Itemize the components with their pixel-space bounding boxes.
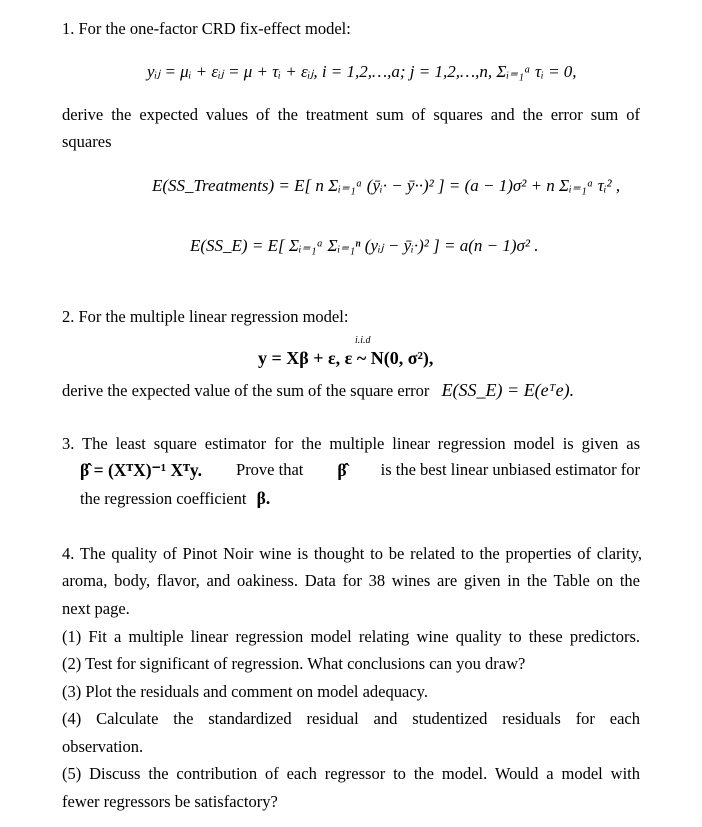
problem-1-heading [62, 19, 351, 39]
problem-3-line-2 [80, 460, 640, 480]
problem-3-text-1: The least square estimator for the multiple linear regression model is given as [82, 434, 641, 453]
error-ss-equation: E(SS_E) = E[ Σᵢ₌₁ᵃ Σᵢ₌₁ⁿ (yᵢⱼ − ȳᵢ·)² ] = a(n − 1)σ² . [190, 236, 539, 255]
problem-3-line-1 [62, 434, 640, 454]
problem-4-item-4-cont: observation. [62, 737, 144, 756]
beta-symbol: β. [256, 488, 271, 508]
problem-4-item-4: (4) Calculate the standardized residual and studentized residuals for each [62, 709, 640, 728]
iid-label: i.i.d [355, 335, 371, 346]
problem-1-task-line-2: squares [62, 132, 112, 151]
problem-4-line-3: next page. [62, 599, 130, 618]
problem-2-number: 2. [62, 307, 75, 326]
problem-1-intro: For the one-factor CRD fix-effect model: [78, 19, 351, 38]
problem-4-item-2: (2) Test for significant of regression. What conclusions can you draw? [62, 654, 526, 673]
problem-3-line-3 [80, 488, 270, 509]
problem-4-item-1: (1) Fit a multiple linear regression model relating wine quality to these predictors. [62, 627, 640, 646]
problem-3-prove-text: Prove that [236, 460, 304, 479]
problem-3-number: 3. [62, 434, 75, 453]
problem-4-line-1 [62, 544, 642, 564]
treatment-ss-equation: E(SS_Treatments) = E[ n Σᵢ₌₁ᵃ (ȳᵢ· − ȳ··)² ] = (a − 1)σ² + n Σᵢ₌₁ᵃ τᵢ² , [152, 176, 621, 195]
beta-hat-symbol: β̂ [337, 460, 347, 480]
problem-3-blue-text: is the best linear unbiased estimator for [380, 460, 640, 479]
problem-2-task [62, 380, 574, 401]
problem-4-line-2: aroma, body, flavor, and oakiness. Data for 38 wines are given in the Table on the [62, 571, 640, 590]
problem-4-number: 4. [62, 544, 75, 563]
problem-1-task-line-1: derive the expected values of the treatment sum of squares and the error sum of [62, 105, 640, 124]
regression-model-equation: y = Xβ + ε, ε ~ N(0, σ²), [258, 348, 434, 368]
problem-4-item-3: (3) Plot the residuals and comment on model adequacy. [62, 682, 428, 701]
problem-2-intro: For the multiple linear regression model: [78, 307, 349, 326]
problem-1-model-equation: yᵢⱼ = μᵢ + εᵢⱼ = μ + τᵢ + εᵢⱼ, i = 1,2,…,a; j = 1,2,…,n, Σᵢ₌₁ᵃ τᵢ = 0, [147, 62, 577, 81]
sse-expectation: E(SS_E) = E(eᵀe). [441, 380, 575, 400]
problem-2-heading [62, 307, 348, 327]
problem-1-number: 1. [62, 19, 75, 38]
problem-4-item-5-cont: fewer regressors be satisfactory? [62, 792, 278, 811]
problem-3-text-3: the regression coefficient [80, 489, 247, 508]
ls-estimator-equation: β̂ = (XᵀX)⁻¹ Xᵀy. [80, 460, 203, 480]
problem-4-item-5: (5) Discuss the contribution of each regressor to the model. Would a model with [62, 764, 640, 783]
problem-4-text-1: The quality of Pinot Noir wine is thought to be related to the properties of clarity, [79, 544, 643, 563]
problem-2-task-text: derive the expected value of the sum of the square error [62, 381, 430, 400]
